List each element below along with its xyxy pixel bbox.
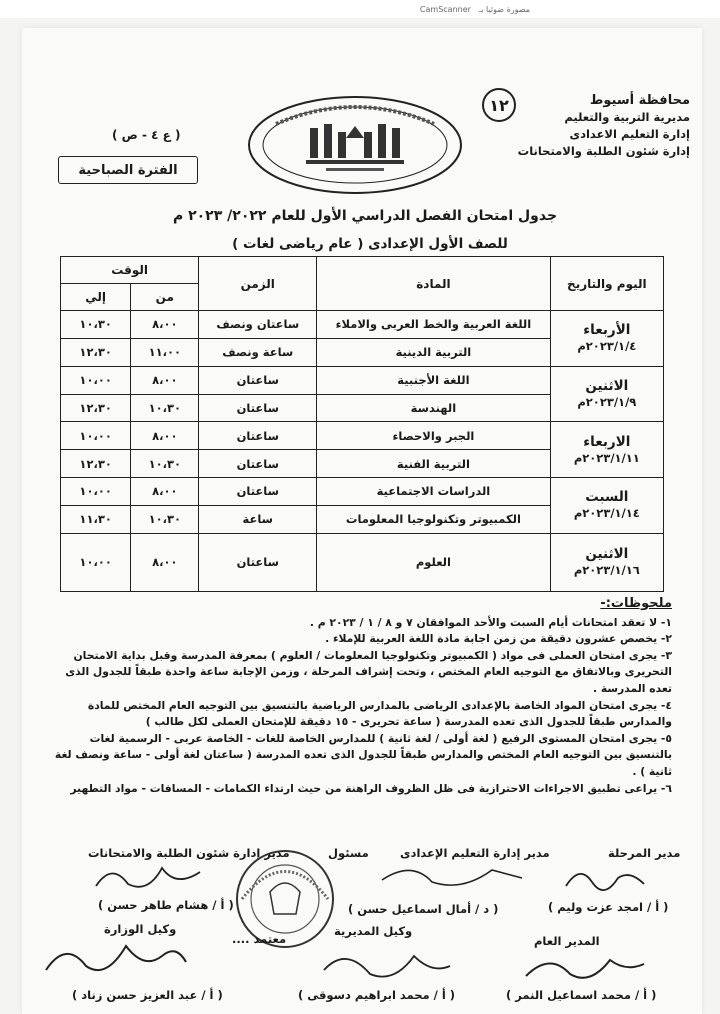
from-cell: ٨،٠٠ [131,366,199,394]
to-cell: ١٢،٣٠ [61,338,131,366]
duration-cell: ساعة ونصف [199,338,317,366]
duration-cell: ساعة [199,505,317,533]
signature-deputy-ministry [40,936,190,982]
from-cell: ١٠،٣٠ [131,450,199,478]
note-item: ١- لا تعقد امتحانات أيام السبت والأحد الموافقان ٧ و ٨ / ١ / ٢٠٢٣ م . [309,615,672,629]
form-code: ( ع ٤ - ص ) [112,128,181,142]
to-cell: ١٠،٠٠ [61,478,131,506]
subject-cell: اللغة العربية والخط العربى والاملاء [317,311,550,339]
note-item: ٥- يجرى امتحان المستوى الرفيع ( لغة أولى / لغة ثانية ) للمدارس الخاصة للغات - الخاصة عربى - الرسمية لغات بالتنسيق بين التوجيه العام المختص والمدارس طبقاً للجدول الذى تعده المدرسة ( ساعتان لغة أولى - ساعة ونصف لغة ثانية ) . [54,731,672,778]
day-date: ٢٠٢٣/١/٤م [577,339,637,354]
subject-cell: الجبر والاحصاء [317,422,550,450]
table-row [61,478,664,506]
scanner-watermark-bar [0,0,720,18]
from-cell: ٨،٠٠ [131,533,199,591]
day-name: السبت [585,489,629,506]
signature-deputy-directorate [316,944,456,986]
to-cell: ١٢،٣٠ [61,450,131,478]
table-header-row [61,257,664,284]
stage-director-name: ( أ / امجد عزت وليم ) [548,900,669,914]
subject-cell: الكمبيوتر وتكنولوجيا المعلومات [317,505,550,533]
day-name: الاثنين [585,378,629,395]
note-item: ٤- يجرى امتحان المواد الخاصة بالإعدادى الرياضى بالمدارس الرياضية بالتنسيق بين التوجيه العام المختص للمادة والمدارس طبقاً للجدول الذى تعده المدرسة ( ساعة تحريرى - ١٥ دقيقة للإمتحان العملى لكل طالب ) [87,698,672,729]
duration-cell: ساعتان [199,533,317,591]
scanner-caption: مصورة ضوئيا بـ [478,4,530,14]
day-date: ٢٠٢٣/١/٩م [577,395,637,410]
from-cell: ١١،٠٠ [131,338,199,366]
note-item: ٢- يخصص عشرون دقيقة من زمن اجابة مادة اللغة العربية للإملاء . [325,632,672,646]
issuer-header [490,92,690,160]
exam-schedule-table [60,256,664,592]
duration-cell: ساعتان [199,422,317,450]
subject-cell: اللغة الأجنبية [317,366,550,394]
table-row [61,311,664,339]
duration-cell: ساعتان [199,366,317,394]
day-cell [550,366,663,422]
signature-stage-director [560,860,650,896]
administration-line: إدارة التعليم الاعدادى [569,127,690,141]
duration-cell: ساعتان [199,478,317,506]
header-to: إلي [61,284,131,311]
day-date: ٢٠٢٣/١/١١م [573,450,640,465]
day-name: الاثنين [585,546,629,563]
subject-cell: التربية الفنية [317,450,550,478]
subject-cell: الدراسات الاجتماعية [317,478,550,506]
ministry-logo [246,94,464,196]
day-name: الأربعاء [583,322,631,339]
schedule-title: جدول امتحان الفصل الدراسي الأول للعام ٢٠٢٢/ ٢٠٢٣ م [172,208,558,224]
from-cell: ٨،٠٠ [131,478,199,506]
to-cell: ١٢،٣٠ [61,394,131,422]
deputy-directorate-title: وكيل المديرية [334,924,413,938]
from-cell: ١٠،٣٠ [131,505,199,533]
table-row [61,422,664,450]
affairs-director-name: ( أ / هشام طاهر حسن ) [98,898,234,912]
notes-section [54,596,672,797]
table-row [61,533,664,591]
day-cell [550,478,663,534]
seal-approved-label: معتمد .... [232,932,287,946]
note-item: ٣- يجرى امتحان العملى فى مواد ( الكمبيوتر وتكنولوجيا المعلومات / العلوم ) بمعرفة المدرسة وقبل بداية الامتحان التحريرى وبالاتفاق مع التوجيه العام المختص ، وتحت إشراف المرحلة ، وزمن الإجابة ساعة واحدة طبقاً للجدول الذى تعده المدرسة . [65,648,672,695]
general-director-title: المدير العام [534,934,600,948]
day-cell [550,533,663,591]
header-from: من [131,284,199,311]
header-duration: الزمن [199,257,317,311]
notes-heading: ملحوظات:- [600,596,672,611]
general-director-name: ( أ / محمد اسماعيل النمر ) [506,988,657,1002]
stage-director-title: مدير المرحلة [608,846,681,860]
day-name: الاربعاء [583,433,631,450]
day-date: ٢٠٢٣/١/١٦م [573,563,640,578]
subject-cell: الهندسة [317,394,550,422]
to-cell: ١٠،٣٠ [61,311,131,339]
to-cell: ١٠،٠٠ [61,422,131,450]
header-subject: المادة [317,257,550,311]
deputy-directorate-name: ( أ / محمد ابراهيم دسوقى ) [298,988,456,1002]
from-cell: ٨،٠٠ [131,311,199,339]
duration-cell: ساعتان [199,394,317,422]
deputy-ministry-name: ( أ / عبد العزيز حسن زناد ) [72,988,223,1002]
to-cell: ١١،٣٠ [61,505,131,533]
day-date: ٢٠٢٣/١/١٤م [573,506,640,521]
duration-cell: ساعتان [199,450,317,478]
day-cell [550,422,663,478]
directorate-line: مديرية التربية والتعليم [564,110,690,124]
officer-title: مسئول [328,846,369,860]
deputy-ministry-title: وكيل الوزارة [104,922,177,936]
grade-subtitle: للصف الأول الإعدادى ( عام رياضى لغات ) [232,236,508,252]
signature-affairs-director [88,858,208,896]
from-cell: ١٠،٣٠ [131,394,199,422]
header-day: اليوم والتاريخ [550,257,663,311]
subject-cell: العلوم [317,533,550,591]
period-box: الفترة الصباحية [58,156,198,184]
signature-edu-director [372,858,532,894]
scanner-app-name: CamScanner [419,4,471,14]
page-number-circle: ١٢ [482,88,516,122]
edu-director-name: ( د / أمال اسماعيل حسن ) [348,902,499,916]
day-cell [550,311,663,367]
header-time: الوقت [61,257,199,284]
from-cell: ٨،٠٠ [131,422,199,450]
duration-cell: ساعتان ونصف [199,311,317,339]
edu-director-title: مدير إدارة التعليم الإعدادى [400,846,550,860]
note-item: ٦- يراعى تطبيق الاجراءات الاحترازية فى ظل الظروف الراهنة من حيث ارتداء الكمامات - المسافات - مواد التطهير [70,781,672,795]
affairs-director-title: مدير إدارة شئون الطلبة والامتحانات [88,846,290,860]
table-row [61,366,664,394]
affairs-line: إدارة شئون الطلبة والامتحانات [517,144,690,158]
to-cell: ١٠،٠٠ [61,533,131,591]
governorate-line: محافظة أسيوط [589,93,690,108]
subject-cell: التربية الدينية [317,338,550,366]
signature-general-director [520,946,650,986]
to-cell: ١٠،٠٠ [61,366,131,394]
